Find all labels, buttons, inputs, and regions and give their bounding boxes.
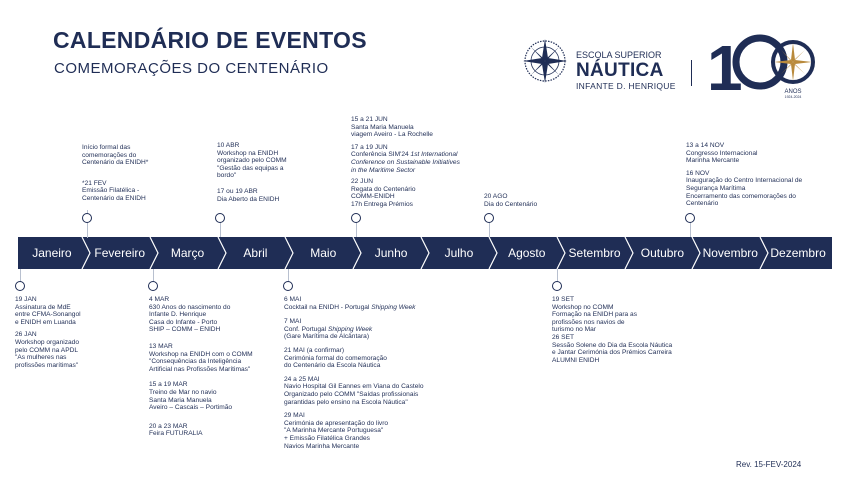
- compass-rose-icon: [522, 38, 568, 84]
- month-label: Janeiro: [32, 246, 72, 260]
- events-november: 13 a 14 NOV Congresso Internacional Marinha Mercante 16 NOV Inauguração do Centro Internacional de Segurança Marítima Encerramento das comemorações do Centenário: [686, 142, 803, 208]
- month-label: Dezembro: [770, 246, 826, 260]
- month-label: Setembro: [568, 246, 621, 260]
- school-logo: [522, 38, 676, 91]
- marker-nov: [685, 213, 695, 223]
- school-name-line1: ESCOLA SUPERIOR: [576, 50, 662, 60]
- month-separator-chevron-icon: [283, 237, 295, 269]
- logo-divider: [691, 60, 692, 86]
- events-may: 6 MAI Cocktail na ENIDH - Portugal Shipping Week 7 MAI Conf. Portugal Shipping Week (Gare Marítima de Alcântara) 21 MAI (a confirmar) Cerimónia formal do comemoração do Centenário da Escola Náutica 24 a 25 MAI Navio Hospital Gil Eannes em Viana do Castelo Organizado pelo COMM "Saídas profissionais garantidas pelo ensino na Escola Náutica" 29 MAI Cerimónia de apresentação do livro "A Marinha Mercante Portuguesa" + Emissão Filatélica Grandes Navios Marinha Mercante: [284, 296, 424, 450]
- month-separator-chevron-icon: [623, 237, 635, 269]
- anos-years: 1924-2024: [784, 95, 802, 98]
- school-name-line3: INFANTE D. HENRIQUE: [576, 81, 676, 91]
- month-separator-chevron-icon: [216, 237, 228, 269]
- page-subtitle: COMEMORAÇÕES DO CENTENÁRIO: [54, 60, 329, 77]
- month-separator-chevron-icon: [419, 237, 431, 269]
- events-april: 10 ABR Workshop na ENIDH organizado pelo COMM "Gestão das equipas a bordo" 17 ou 19 ABR Dia Aberto da ENIDH: [217, 142, 287, 203]
- month-label: Fevereiro: [94, 246, 146, 260]
- marker-set: [552, 281, 562, 291]
- anos-label: ANOS: [784, 89, 802, 95]
- events-january: 19 JAN Assinatura de MdE entre CFMA-Sonangol e ENIDH em Luanda 26 JAN Workshop organizado pelo COMM na APDL "As mulheres nas profissões marítimas": [15, 296, 81, 369]
- marker-ago: [484, 213, 494, 223]
- month-separator-chevron-icon: [487, 237, 499, 269]
- marker-jan: [15, 281, 25, 291]
- marker-mar: [148, 281, 158, 291]
- page-title: CALENDÁRIO DE EVENTOS: [53, 27, 367, 53]
- months-timeline: [18, 237, 832, 269]
- month-label: Junho: [374, 246, 408, 260]
- events-september: 19 SET Workshop no COMM Formação na ENIDH para as profissões nos navios de turismo no Mar 26 SET Sessão Solene do Dia da Escola Náutica e Jantar Cerimónia dos Prémios Carreira ALUMNI ENIDH: [552, 296, 673, 364]
- month-separator-chevron-icon: [148, 237, 160, 269]
- marker-fev: [82, 213, 92, 223]
- month-label: Maio: [310, 246, 337, 260]
- month-label: Outubro: [640, 246, 685, 260]
- events-august: 20 AGO Dia do Centenário: [484, 193, 538, 208]
- month-label: Agosto: [508, 246, 546, 260]
- month-label: Julho: [444, 246, 474, 260]
- events-february: Início formal das comemorações do Centenário da ENIDH* *21 FEV Emissão Filatélica - Centenário da ENIDH: [82, 144, 149, 202]
- centenary-digit-one: 1: [707, 32, 743, 98]
- month-separator-chevron-icon: [555, 237, 567, 269]
- school-name-line2: NÁUTICA: [576, 60, 664, 81]
- marker-mai: [283, 281, 293, 291]
- centenary-logo: [705, 28, 817, 98]
- month-separator-chevron-icon: [351, 237, 363, 269]
- marker-jun: [351, 213, 361, 223]
- month-label: Novembro: [702, 246, 758, 260]
- month-label: Abril: [243, 246, 268, 260]
- events-march: 4 MAR 630 Anos do nascimento do Infante D. Henrique Casa do Infante - Porto SHIP – COMM – ENIDH 13 MAR Workshop na ENIDH com o COMM "Consequências da Inteligência Artificial nas Profissões Marítimas" 15 a 19 MAR Treino de Mar no navio Santa Maria Manuela Aveiro – Cascais – Portimão 20 a 23 MAR Feira FUTURALIA: [149, 296, 253, 438]
- month-label: Março: [170, 246, 205, 260]
- revision-date: Rev. 15-FEV-2024: [736, 460, 802, 469]
- events-june: 15 a 21 JUN Santa Maria Manuela viagem Aveiro - La Rochelle 17 a 19 JUN Conferência SIM'24 1st International Conference on Sustainable Initiatives in the Maritime Sector 22 JUN Regata do Centenário COMM-ENIDH 17h Entrega Prémios: [351, 116, 460, 208]
- month-separator-chevron-icon: [80, 237, 92, 269]
- marker-abr: [215, 213, 225, 223]
- month-separator-chevron-icon: [690, 237, 702, 269]
- month-separator-chevron-icon: [758, 237, 770, 269]
